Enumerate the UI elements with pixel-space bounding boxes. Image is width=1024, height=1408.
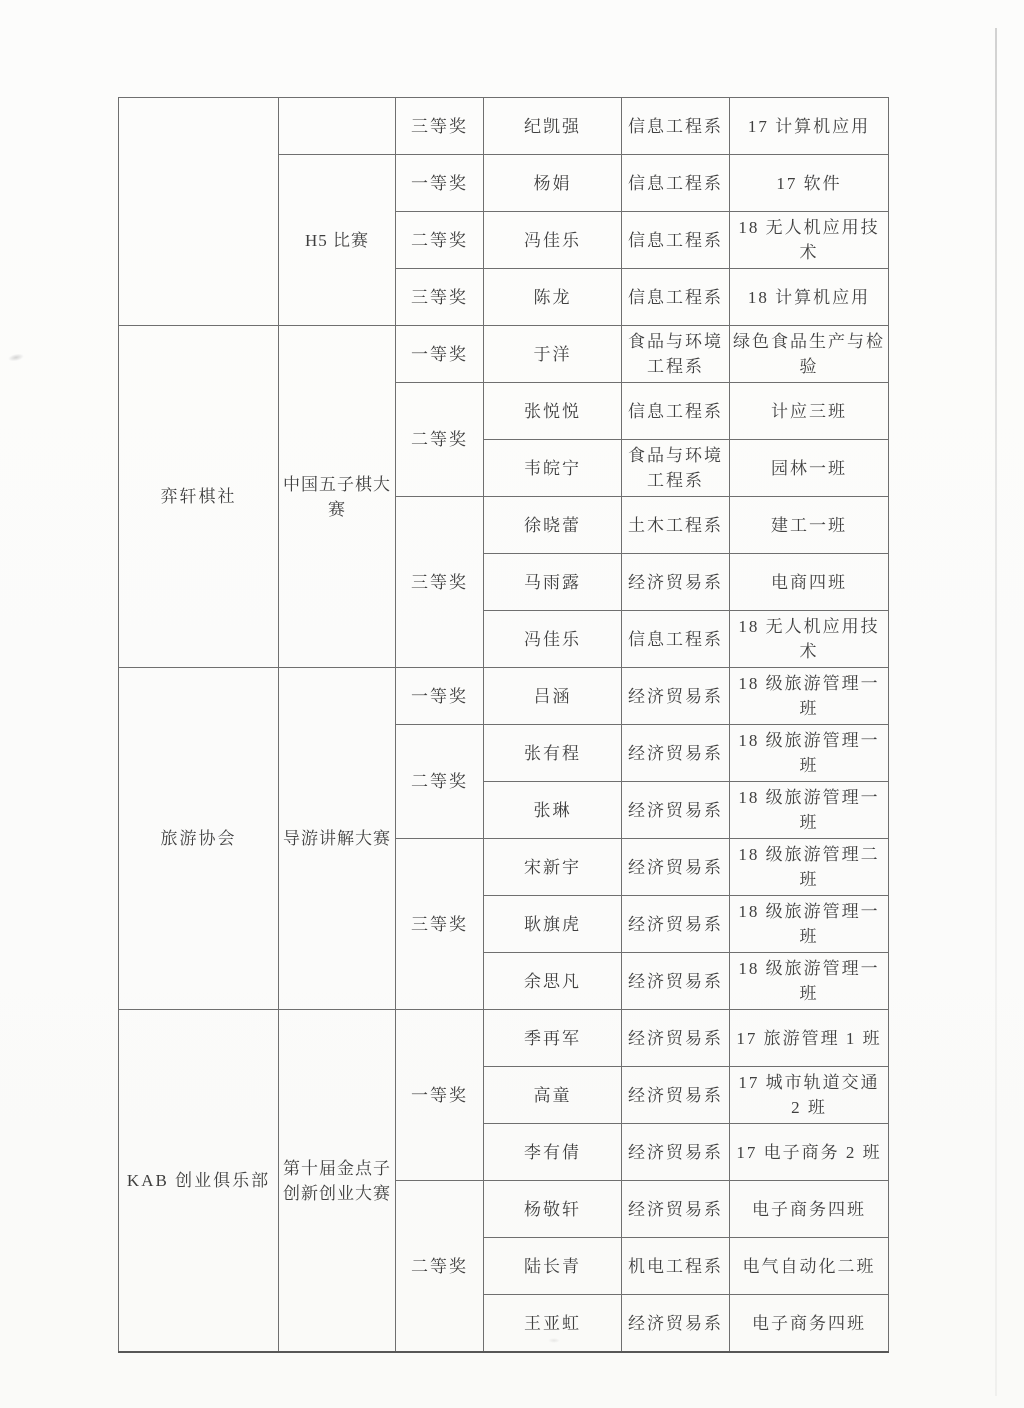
cell-competition: 导游讲解大赛 — [279, 668, 396, 1010]
cell-name: 余思凡 — [484, 953, 622, 1010]
cell-department: 经济贸易系 — [622, 554, 730, 611]
cell-department: 经济贸易系 — [622, 953, 730, 1010]
cell-department: 机电工程系 — [622, 1238, 730, 1295]
cell-award: 二等奖 — [396, 383, 484, 497]
cell-competition: H5 比赛 — [279, 155, 396, 326]
cell-name: 张悦悦 — [484, 383, 622, 440]
cell-name: 宋新宇 — [484, 839, 622, 896]
cell-department: 食品与环境工程系 — [622, 440, 730, 497]
cell-class: 18 级旅游管理二班 — [730, 839, 889, 896]
cell-department: 经济贸易系 — [622, 896, 730, 953]
cell-name: 王亚虹 — [484, 1295, 622, 1353]
cell-name: 冯佳乐 — [484, 212, 622, 269]
page-edge-line — [995, 28, 997, 1396]
cell-class: 18 计算机应用 — [730, 269, 889, 326]
cell-department: 土木工程系 — [622, 497, 730, 554]
cell-name: 韦皖宁 — [484, 440, 622, 497]
cell-name: 陆长青 — [484, 1238, 622, 1295]
cell-department: 信息工程系 — [622, 212, 730, 269]
cell-class: 电气自动化二班 — [730, 1238, 889, 1295]
cell-award: 三等奖 — [396, 98, 484, 155]
cell-department: 信息工程系 — [622, 611, 730, 668]
cell-department: 食品与环境工程系 — [622, 326, 730, 383]
cell-club — [119, 98, 279, 326]
cell-class: 18 级旅游管理一班 — [730, 725, 889, 782]
cell-class: 电子商务四班 — [730, 1181, 889, 1238]
cell-competition: 中国五子棋大赛 — [279, 326, 396, 668]
cell-award: 二等奖 — [396, 725, 484, 839]
cell-class: 17 计算机应用 — [730, 98, 889, 155]
cell-department: 信息工程系 — [622, 155, 730, 212]
cell-class: 18 无人机应用技术 — [730, 611, 889, 668]
cell-department: 经济贸易系 — [622, 1181, 730, 1238]
cell-club: 弈轩棋社 — [119, 326, 279, 668]
cell-name: 陈龙 — [484, 269, 622, 326]
cell-class: 17 电子商务 2 班 — [730, 1124, 889, 1181]
cell-class: 18 级旅游管理一班 — [730, 668, 889, 725]
cell-name: 季再军 — [484, 1010, 622, 1067]
cell-competition: 第十届金点子创新创业大赛 — [279, 1010, 396, 1353]
cell-class: 17 软件 — [730, 155, 889, 212]
cell-name: 纪凯强 — [484, 98, 622, 155]
cell-class: 电商四班 — [730, 554, 889, 611]
cell-department: 经济贸易系 — [622, 1067, 730, 1124]
cell-club: KAB 创业俱乐部 — [119, 1010, 279, 1353]
cell-department: 经济贸易系 — [622, 782, 730, 839]
cell-name: 张琳 — [484, 782, 622, 839]
cell-class: 绿色食品生产与检验 — [730, 326, 889, 383]
cell-class: 电子商务四班 — [730, 1295, 889, 1353]
cell-award: 三等奖 — [396, 497, 484, 668]
table-row — [119, 668, 889, 725]
cell-award: 一等奖 — [396, 326, 484, 383]
cell-department: 经济贸易系 — [622, 1010, 730, 1067]
cell-award: 一等奖 — [396, 1010, 484, 1181]
awards-table — [118, 97, 889, 1353]
cell-class: 18 级旅游管理一班 — [730, 782, 889, 839]
cell-award: 一等奖 — [396, 668, 484, 725]
cell-class: 计应三班 — [730, 383, 889, 440]
cell-award: 一等奖 — [396, 155, 484, 212]
scan-speck — [7, 352, 24, 362]
awards-table-body — [119, 98, 889, 1353]
table-row — [119, 98, 889, 155]
cell-department: 信息工程系 — [622, 269, 730, 326]
cell-class: 园林一班 — [730, 440, 889, 497]
cell-department: 经济贸易系 — [622, 725, 730, 782]
cell-name: 耿旗虎 — [484, 896, 622, 953]
cell-class: 17 城市轨道交通 2 班 — [730, 1067, 889, 1124]
cell-name: 张有程 — [484, 725, 622, 782]
cell-name: 高童 — [484, 1067, 622, 1124]
cell-name: 马雨露 — [484, 554, 622, 611]
cell-name: 杨敬轩 — [484, 1181, 622, 1238]
cell-department: 经济贸易系 — [622, 1295, 730, 1353]
cell-department: 经济贸易系 — [622, 1124, 730, 1181]
cell-name: 李有倩 — [484, 1124, 622, 1181]
cell-club: 旅游协会 — [119, 668, 279, 1010]
table-row — [119, 1010, 889, 1067]
cell-class: 建工一班 — [730, 497, 889, 554]
cell-award: 三等奖 — [396, 839, 484, 1010]
cell-award: 三等奖 — [396, 269, 484, 326]
cell-name: 杨娟 — [484, 155, 622, 212]
table-row — [119, 326, 889, 383]
cell-award: 二等奖 — [396, 212, 484, 269]
cell-class: 18 级旅游管理一班 — [730, 896, 889, 953]
cell-department: 经济贸易系 — [622, 668, 730, 725]
cell-department: 经济贸易系 — [622, 839, 730, 896]
cell-class: 17 旅游管理 1 班 — [730, 1010, 889, 1067]
cell-name: 冯佳乐 — [484, 611, 622, 668]
cell-class: 18 无人机应用技术 — [730, 212, 889, 269]
cell-name: 于洋 — [484, 326, 622, 383]
cell-name: 吕涵 — [484, 668, 622, 725]
cell-award: 二等奖 — [396, 1181, 484, 1353]
cell-department: 信息工程系 — [622, 98, 730, 155]
cell-department: 信息工程系 — [622, 383, 730, 440]
cell-name: 徐晓蕾 — [484, 497, 622, 554]
cell-competition — [279, 98, 396, 155]
cell-class: 18 级旅游管理一班 — [730, 953, 889, 1010]
